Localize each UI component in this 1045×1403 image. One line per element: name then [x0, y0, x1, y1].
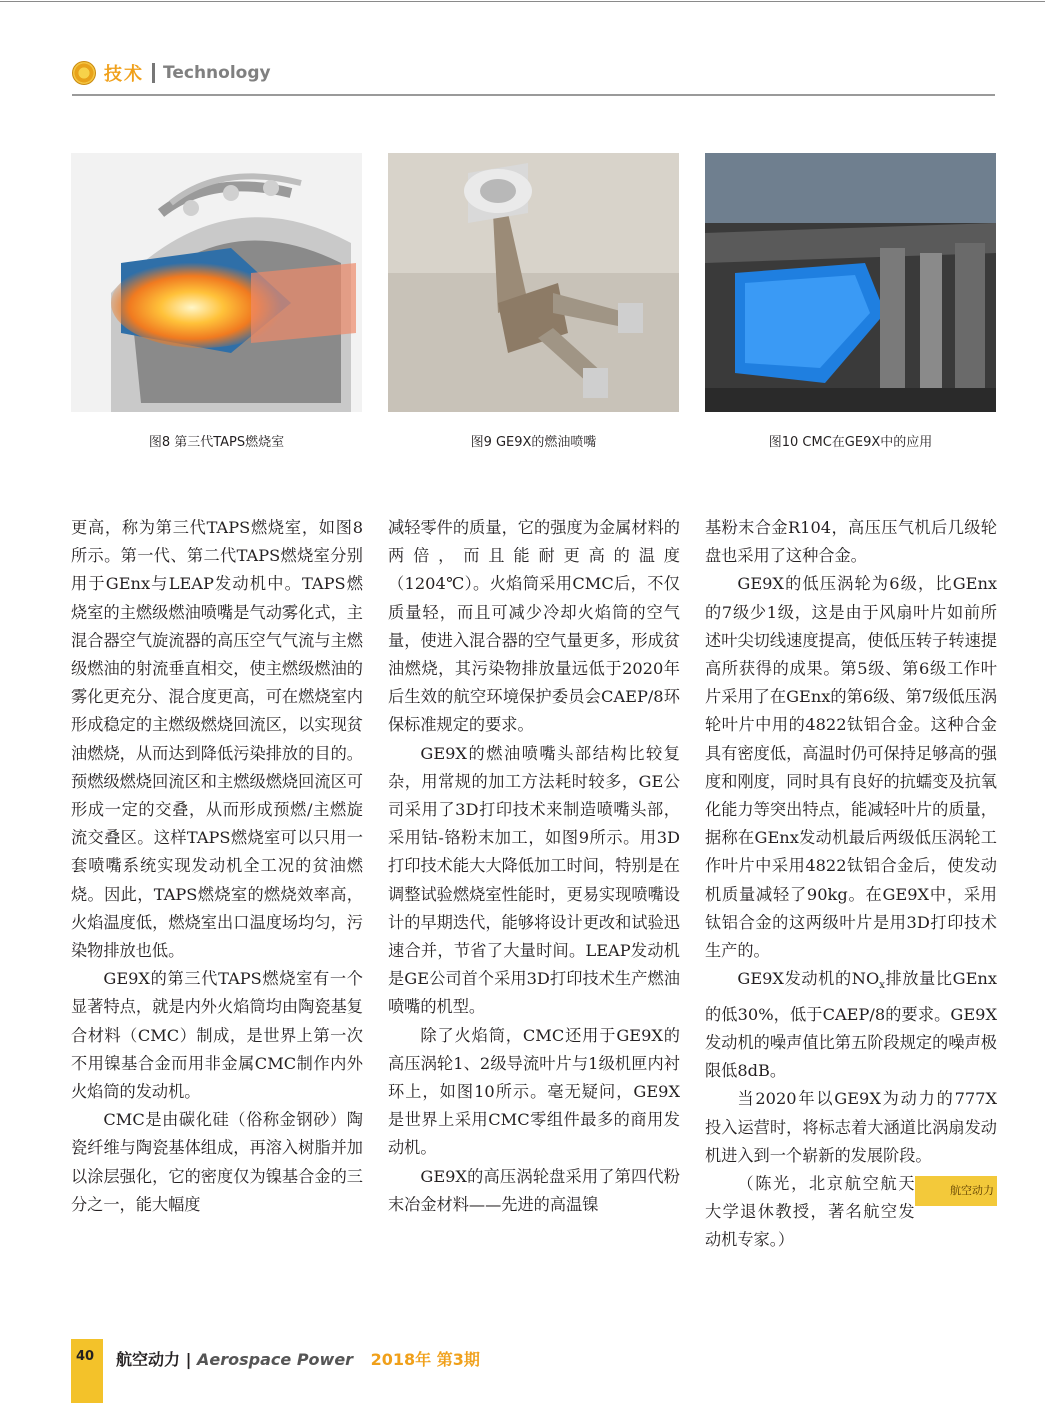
journal-divider: |: [185, 1350, 192, 1369]
paragraph: CMC是由碳化硅（俗称金钢砂）陶瓷纤维与陶瓷基体组成，再溶入树脂并加以涂层强化，它的密度仅为镍基合金的三分之一，能大幅度: [71, 1110, 363, 1214]
paragraph: [705, 1085, 997, 1197]
author-note: （陈光，北京航空航天大学退休教授，著名航空发动机专家。）: [705, 1173, 915, 1250]
page-number: 40: [76, 1349, 95, 1364]
section-header: [72, 60, 271, 86]
nox-text-b: 排放量比GEnx的低30%，低于CAEP/8的要求。GE9X发动机的噪声值比第五阶段规定的噪声极限低8dB。: [705, 969, 997, 1081]
paragraph: 基粉末合金R104，高压压气机后几级轮盘也采用了这种合金。: [705, 518, 997, 566]
closing-text: 当2020年以GE9X为动力的777X投入运营时，将标志着大涵道比涡扇发动机进入到一个崭新的发展阶段。: [705, 1089, 997, 1165]
issue-label: 2018年 第3期: [370, 1350, 480, 1369]
figure-9-caption: 图9 GE9X的燃油喷嘴: [470, 435, 597, 450]
figure-8-caption: 图8 第三代TAPS燃烧室: [148, 435, 285, 450]
paragraph: 更高，称为第三代TAPS燃烧室，如图8所示。第一代、第二代TAPS燃烧室分别用于GEnx与LEAP发动机中。TAPS燃烧室的主燃级燃油喷嘴是气动雾化式，主混合器空气旋流器的高压空气气流与主燃级燃油的射流垂直相交，使主燃级燃油的雾化更充分、混合度更高，可在燃烧室内形成稳定的主燃级燃烧回流区，以实现贫油燃烧，从而达到降低污染排放的目的。预燃级燃烧回流区和主燃级燃烧回流区可形成一定的交叠，从而形成预燃/主燃旋流交叠区。这样TAPS燃烧室可以只用一套喷嘴系统实现发动机全工况的贫油燃烧。因此，TAPS燃烧室的燃烧效率高，火焰温度低，燃烧室出口温度场均匀，污染物排放也低。: [71, 518, 363, 961]
figure-10-image: [705, 153, 996, 412]
section-title-zh: 技术: [104, 64, 144, 85]
paragraph: GE9X的第三代TAPS燃烧室有一个显著特点，就是内外火焰筒均由陶瓷基复合材料（CMC）制成，是世界上第一次不用镍基合金而用非金属CMC制作内外火焰筒的发动机。: [71, 969, 363, 1102]
figure-10-caption: 图10 CMC在GE9X中的应用: [768, 435, 933, 450]
paragraph: GE9X的低压涡轮为6级，比GEnx的7级少1级，这是由于风扇叶片如前所述叶尖切线速度提高，使低压转子转速提高所获得的成果。第5级、第6级工作叶片采用了在GEnx的第6级、第7级低压涡轮叶片中用的4822钛铝合金。这种合金具有密度低，高温时仍可保持足够高的强度和刚度，同时具有良好的抗蠕变及抗氧化能力等突出特点，能减轻叶片的质量，据称在GEnx发动机最后两级低压涡轮工作叶片中采用4822钛铝合金后，使发动机质量减轻了90kg。在GE9X中，采用钛铝合金的这两级叶片是用3D打印技术生产的。: [705, 574, 997, 961]
paragraph: 减轻零件的质量，它的强度为金属材料的两倍，而且能耐更高的温度（1204℃）。火焰筒采用CMC后，不仅质量轻，而且可减少冷却火焰筒的空气量，使进入混合器的空气量更多，形成贫油燃烧，其污染物排放量远低于2020年后生效的航空环境保护委员会CAEP/8环保标准规定的要求。: [388, 518, 680, 735]
paragraph: GE9X的燃油喷嘴头部结构比较复杂，用常规的加工方法耗时较多，GE公司采用了3D打印技术来制造喷嘴头部，采用钴-铬粉末加工，如图9所示。用3D打印技术能大大降低加工时间，特别是在调整试验燃烧室性能时，更易实现喷嘴设计的早期迭代，能够将设计更改和试验迅速合并，节省了大量时间。LEAP发动机是GE公司首个采用3D打印技术生产燃油喷嘴的机型。: [388, 743, 680, 1017]
nox-text-a: GE9X发动机的NO: [737, 969, 880, 989]
section-title-en: Technology: [163, 63, 271, 83]
paragraph: [705, 965, 997, 1085]
text-column-3: [705, 514, 997, 1255]
header-divider: [152, 63, 155, 83]
figure-9-image: [388, 153, 679, 412]
end-mark-badge: 航空动力: [915, 1176, 997, 1206]
top-rule: [0, 1, 1045, 2]
journal-name-en: Aerospace Power: [197, 1350, 354, 1369]
text-column-1: [71, 514, 363, 1219]
gear-badge-icon: [72, 61, 96, 85]
paragraph: 除了火焰筒，CMC还用于GE9X的高压涡轮1、2级导流叶片与1级机匣内衬环上，如图10所示。毫无疑问，GE9X是世界上采用CMC零组件最多的商用发动机。: [388, 1025, 680, 1158]
footer-journal: [116, 1347, 480, 1370]
journal-name-zh: 航空动力: [116, 1350, 181, 1369]
nox-subscript: x: [879, 980, 885, 992]
text-column-2: [388, 514, 680, 1219]
paragraph: GE9X的高压涡轮盘采用了第四代粉末冶金材料——先进的高温镍: [388, 1166, 680, 1214]
figure-8-image: [71, 153, 362, 412]
header-rule: [72, 94, 995, 96]
